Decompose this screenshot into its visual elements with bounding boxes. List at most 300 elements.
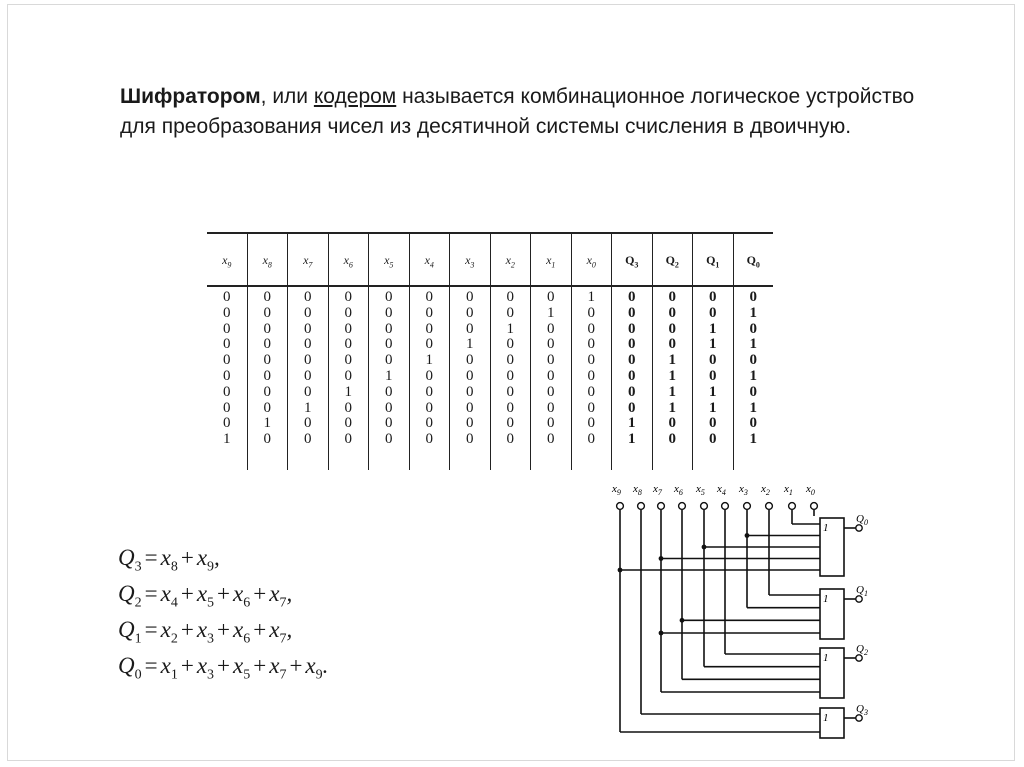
table-cell: 0 [628, 320, 636, 337]
gate-label: 1 [823, 712, 829, 724]
formula-line [118, 612, 328, 648]
table-cell: 0 [466, 367, 474, 384]
input-label: $x_7$ [653, 483, 662, 497]
table-cell: 0 [344, 367, 352, 384]
gate-label: 1 [823, 652, 829, 664]
table-cell: 1 [749, 399, 757, 416]
column-header [612, 234, 652, 286]
formula-input-index: 2 [170, 631, 178, 647]
table-cell: 0 [587, 320, 595, 337]
column-header [248, 234, 288, 286]
input-label: $x_0$ [806, 483, 815, 497]
formula-plus: + [180, 545, 194, 570]
formula-output-var: Q [118, 617, 135, 642]
formula-line [118, 576, 328, 612]
formula-output-index: 0 [134, 667, 142, 683]
input-label: $x_9$ [612, 483, 621, 497]
table-cell: 0 [304, 304, 312, 321]
table-cell: 0 [628, 399, 636, 416]
table-cell: 0 [223, 336, 231, 353]
table-cell: 0 [506, 431, 514, 448]
table-cell: 0 [425, 336, 433, 353]
table-cell: 0 [547, 320, 555, 337]
table-cell: 0 [628, 383, 636, 400]
table-cell: 0 [466, 304, 474, 321]
formula-input-index: 7 [279, 631, 287, 647]
table-cell: 0 [223, 415, 231, 432]
table-column [652, 234, 693, 470]
input-label: $x_1$ [784, 483, 793, 497]
column-header-index: 5 [389, 260, 394, 270]
formula-input-var: x [233, 653, 244, 678]
table-cell: 0 [466, 320, 474, 337]
formula-input-index: 3 [207, 631, 215, 647]
table-column [368, 234, 409, 470]
table-cell: 0 [587, 336, 595, 353]
table-cell: 0 [587, 304, 595, 321]
table-cell: 0 [628, 352, 636, 369]
formula-input-index: 6 [243, 631, 251, 647]
table-cell: 0 [304, 431, 312, 448]
formula-input-index: 3 [207, 667, 215, 683]
junction-dot [680, 618, 685, 623]
column-header-index: 7 [308, 260, 313, 270]
table-cell: 0 [506, 336, 514, 353]
table-cell: 0 [749, 320, 757, 337]
table-cell: 0 [587, 367, 595, 384]
formula-input-var: x [269, 653, 280, 678]
table-cell: 0 [304, 352, 312, 369]
table-column [287, 234, 328, 470]
formula-input-index: 4 [170, 595, 178, 611]
table-cell: 0 [263, 367, 271, 384]
formula-input-index: 5 [207, 595, 215, 611]
table-cell: 0 [263, 304, 271, 321]
table-cell: 1 [749, 336, 757, 353]
column-header [653, 234, 693, 286]
intro-separator: , или [260, 85, 314, 108]
formula-line [118, 648, 328, 684]
table-cell: 0 [547, 431, 555, 448]
table-cell: 1 [304, 399, 312, 416]
table-column [328, 234, 369, 470]
table-cell: 0 [466, 383, 474, 400]
table-column [530, 234, 571, 470]
formula-plus: + [180, 653, 194, 678]
table-cell: 1 [668, 383, 676, 400]
column-header [693, 234, 733, 286]
formula-punctuation: , [286, 617, 293, 642]
gate-label: 1 [823, 522, 829, 534]
table-cell: 0 [223, 304, 231, 321]
table-cell: 0 [425, 367, 433, 384]
column-header-index: 2 [510, 260, 515, 270]
formula-input-index: 9 [207, 559, 215, 575]
table-cell: 1 [749, 304, 757, 321]
formula-output-var: Q [118, 545, 135, 570]
table-cell: 1 [425, 352, 433, 369]
table-cell: 0 [344, 304, 352, 321]
input-terminal [789, 503, 796, 510]
truth-table [207, 232, 773, 470]
column-header [288, 234, 328, 286]
junction-dot [618, 568, 623, 573]
table-cell: 0 [425, 415, 433, 432]
formula-input-var: x [160, 653, 171, 678]
formula-input-index: 5 [243, 667, 251, 683]
column-header-index: 1 [715, 260, 720, 270]
column-header-name: Q [665, 253, 675, 267]
table-cell: 0 [749, 352, 757, 369]
table-cell: 0 [547, 367, 555, 384]
table-column [409, 234, 450, 470]
formula-input-var: x [196, 617, 208, 642]
input-terminal [766, 503, 773, 510]
output-terminal [856, 596, 862, 602]
table-cell: 0 [709, 415, 717, 432]
column-header-name: x [303, 253, 309, 267]
table-column [207, 234, 247, 470]
table-cell: 0 [668, 320, 676, 337]
table-cell: 0 [263, 336, 271, 353]
table-cell: 1 [547, 304, 555, 321]
column-header-index: 4 [429, 260, 434, 270]
column-header-index: 2 [674, 260, 679, 270]
table-cell: 0 [506, 289, 514, 305]
table-column [449, 234, 490, 470]
table-cell: 0 [709, 352, 717, 369]
output-label: $Q_1$ [856, 584, 868, 598]
table-cell: 0 [466, 415, 474, 432]
table-cell: 0 [587, 431, 595, 448]
table-cell: 0 [263, 352, 271, 369]
formula-punctuation: , [214, 545, 220, 570]
formula-plus: + [217, 617, 231, 642]
column-header-index: 1 [551, 260, 556, 270]
table-column [490, 234, 531, 470]
input-terminal [744, 503, 751, 510]
formula-input-index: 6 [243, 595, 251, 611]
table-cell: 0 [547, 336, 555, 353]
formula-input-index: 9 [315, 667, 323, 683]
table-cell: 0 [304, 336, 312, 353]
table-column [571, 234, 612, 470]
table-cell: 0 [628, 367, 636, 384]
gate-label: 1 [823, 593, 829, 605]
column-header-name: x [384, 253, 390, 267]
formula-input-var: x [269, 581, 280, 606]
table-cell: 0 [385, 352, 393, 369]
table-cell: 0 [709, 367, 717, 384]
column-header-name: x [505, 253, 511, 267]
formula-plus: + [217, 653, 231, 678]
formula-output-index: 1 [134, 631, 142, 647]
formula-plus: + [253, 653, 267, 678]
table-cell: 0 [344, 320, 352, 337]
table-cell: 0 [668, 415, 676, 432]
table-cell: 0 [587, 383, 595, 400]
table-cell: 1 [344, 383, 352, 400]
table-cell: 0 [385, 399, 393, 416]
output-label: $Q_0$ [856, 513, 868, 527]
table-cell: 0 [628, 289, 636, 305]
column-header [450, 234, 490, 286]
table-cell: 0 [547, 383, 555, 400]
formula-plus: + [253, 581, 267, 606]
formula-plus: + [253, 617, 267, 642]
table-cell: 1 [709, 336, 717, 353]
table-cell: 0 [668, 304, 676, 321]
formula-output-var: Q [118, 581, 135, 606]
table-cell: 0 [547, 399, 555, 416]
column-header-name: Q [625, 253, 635, 267]
intro-definition: называется комбинационное логическое устройство для преобразования чисел из десятичной системы счисления в двоичную. [120, 85, 915, 138]
table-cell: 0 [466, 431, 474, 448]
term-encoder: Шифратором [120, 85, 261, 108]
table-cell: 0 [425, 289, 433, 305]
column-header-index: 0 [755, 260, 760, 270]
table-cell: 0 [668, 289, 676, 305]
column-header-name: Q [746, 253, 756, 267]
column-header-name: x [343, 253, 349, 267]
table-cell: 0 [547, 289, 555, 305]
column-header-index: 8 [267, 260, 272, 270]
table-cell: 0 [263, 383, 271, 400]
formula-input-var: x [233, 617, 244, 642]
column-header [572, 234, 612, 286]
table-cell: 0 [668, 431, 676, 448]
table-cell: 1 [668, 367, 676, 384]
formula-input-index: 7 [279, 667, 287, 683]
formula-equals: = [144, 617, 158, 642]
table-cell: 0 [344, 415, 352, 432]
junction-dot [702, 545, 707, 550]
input-terminal [658, 503, 665, 510]
column-header-index: 3 [634, 260, 639, 270]
table-cell: 0 [344, 431, 352, 448]
column-header-index: 6 [348, 260, 353, 270]
table-cell: 0 [223, 289, 231, 305]
input-terminal [722, 503, 729, 510]
table-cell: 1 [628, 415, 636, 432]
table-cell: 0 [344, 352, 352, 369]
column-header [491, 234, 531, 286]
formula-line [118, 540, 328, 576]
table-cell: 1 [587, 289, 595, 305]
input-label: $x_4$ [717, 483, 726, 497]
input-terminal [679, 503, 686, 510]
table-cell: 0 [223, 320, 231, 337]
formula-input-var: x [196, 545, 208, 570]
table-cell: 0 [506, 399, 514, 416]
table-cell: 0 [547, 352, 555, 369]
table-cell: 0 [628, 304, 636, 321]
output-terminal [856, 525, 862, 531]
formula-input-index: 8 [170, 559, 178, 575]
table-cell: 0 [263, 289, 271, 305]
table-cell: 1 [709, 399, 717, 416]
table-cell: 1 [668, 352, 676, 369]
table-cell: 0 [263, 399, 271, 416]
table-cell: 0 [223, 367, 231, 384]
table-cell: 0 [344, 336, 352, 353]
input-label: $x_8$ [633, 483, 642, 497]
table-cell: 1 [749, 367, 757, 384]
table-cell: 0 [506, 415, 514, 432]
column-header [531, 234, 571, 286]
table-cell: 1 [385, 367, 393, 384]
input-label: $x_3$ [739, 483, 748, 497]
table-cell: 0 [385, 304, 393, 321]
junction-dot [659, 631, 664, 636]
column-header-name: x [424, 253, 430, 267]
table-cell: 1 [709, 383, 717, 400]
formula-input-var: x [196, 581, 208, 606]
table-cell: 0 [304, 415, 312, 432]
table-cell: 0 [709, 431, 717, 448]
term-coder: кодером [313, 85, 397, 108]
formula-plus: + [180, 581, 194, 606]
table-cell: 1 [709, 320, 717, 337]
table-cell: 0 [547, 415, 555, 432]
table-cell: 0 [385, 415, 393, 432]
column-header-name: x [546, 253, 552, 267]
table-cell: 0 [304, 320, 312, 337]
column-header-index: 3 [470, 260, 475, 270]
formula-output-index: 3 [134, 559, 142, 575]
table-cell: 0 [749, 289, 757, 305]
table-cell: 0 [304, 383, 312, 400]
formula-plus: + [180, 617, 194, 642]
table-cell: 0 [709, 304, 717, 321]
formula-input-var: x [196, 653, 208, 678]
input-terminal [638, 503, 645, 510]
column-header-name: x [262, 253, 268, 267]
table-cell: 1 [223, 431, 231, 448]
table-cell: 0 [506, 383, 514, 400]
column-header-name: Q [706, 253, 716, 267]
table-cell: 1 [466, 336, 474, 353]
formula-input-var: x [233, 581, 244, 606]
formula-input-index: 1 [170, 667, 178, 683]
table-cell: 0 [709, 289, 717, 305]
column-header-name: x [465, 253, 471, 267]
output-terminal [856, 655, 862, 661]
column-header [329, 234, 369, 286]
table-cell: 0 [344, 289, 352, 305]
table-cell: 0 [425, 304, 433, 321]
boolean-formulas [118, 540, 328, 684]
column-header [410, 234, 450, 286]
table-cell: 0 [466, 352, 474, 369]
formula-input-var: x [160, 617, 171, 642]
formula-punctuation: , [286, 581, 293, 606]
table-cell: 0 [425, 399, 433, 416]
column-header [207, 234, 247, 286]
table-cell: 1 [668, 399, 676, 416]
table-cell: 0 [304, 289, 312, 305]
encoder-schematic [598, 476, 898, 748]
table-column [733, 234, 774, 470]
table-cell: 0 [587, 415, 595, 432]
formula-output-var: Q [118, 653, 135, 678]
table-cell: 0 [506, 304, 514, 321]
input-terminal [811, 503, 818, 510]
table-cell: 0 [385, 383, 393, 400]
table-cell: 0 [304, 367, 312, 384]
formula-equals: = [144, 581, 158, 606]
input-label: $x_5$ [696, 483, 705, 497]
table-cell: 0 [587, 352, 595, 369]
output-terminal [856, 715, 862, 721]
table-cell: 0 [263, 431, 271, 448]
table-cell: 0 [223, 383, 231, 400]
formula-input-index: 7 [279, 595, 287, 611]
table-cell: 0 [749, 383, 757, 400]
column-header-name: x [586, 253, 592, 267]
table-column [611, 234, 652, 470]
input-label: $x_2$ [761, 483, 770, 497]
table-cell: 1 [749, 431, 757, 448]
table-cell: 0 [385, 431, 393, 448]
formula-input-var: x [305, 653, 316, 678]
junction-dot [745, 533, 750, 538]
table-cell: 1 [628, 431, 636, 448]
table-cell: 0 [749, 415, 757, 432]
table-cell: 0 [223, 399, 231, 416]
table-cell: 0 [506, 367, 514, 384]
formula-plus: + [217, 581, 231, 606]
table-cell: 0 [466, 289, 474, 305]
table-cell: 0 [344, 399, 352, 416]
formula-input-var: x [160, 581, 171, 606]
intro-paragraph [120, 82, 920, 142]
formula-equals: = [144, 653, 158, 678]
table-cell: 0 [587, 399, 595, 416]
table-column [692, 234, 733, 470]
formula-input-var: x [160, 545, 171, 570]
table-cell: 1 [506, 320, 514, 337]
formula-punctuation: . [322, 653, 329, 678]
formula-plus: + [289, 653, 303, 678]
table-cell: 0 [385, 289, 393, 305]
table-cell: 0 [425, 320, 433, 337]
output-label: $Q_2$ [856, 643, 868, 657]
table-cell: 0 [466, 399, 474, 416]
table-cell: 0 [506, 352, 514, 369]
table-cell: 0 [385, 336, 393, 353]
column-header-name: x [222, 253, 228, 267]
table-cell: 0 [628, 336, 636, 353]
output-label: $Q_3$ [856, 703, 868, 717]
table-cell: 1 [263, 415, 271, 432]
formula-input-var: x [269, 617, 280, 642]
column-header [734, 234, 774, 286]
column-header-index: 0 [591, 260, 596, 270]
column-header-index: 9 [227, 260, 232, 270]
input-terminal [617, 503, 624, 510]
table-cell: 0 [425, 383, 433, 400]
junction-dot [659, 556, 664, 561]
formula-output-index: 2 [134, 595, 142, 611]
column-header [369, 234, 409, 286]
table-cell: 0 [223, 352, 231, 369]
table-cell: 0 [263, 320, 271, 337]
input-terminal [701, 503, 708, 510]
table-column [247, 234, 288, 470]
table-cell: 0 [668, 336, 676, 353]
input-label: $x_6$ [674, 483, 683, 497]
